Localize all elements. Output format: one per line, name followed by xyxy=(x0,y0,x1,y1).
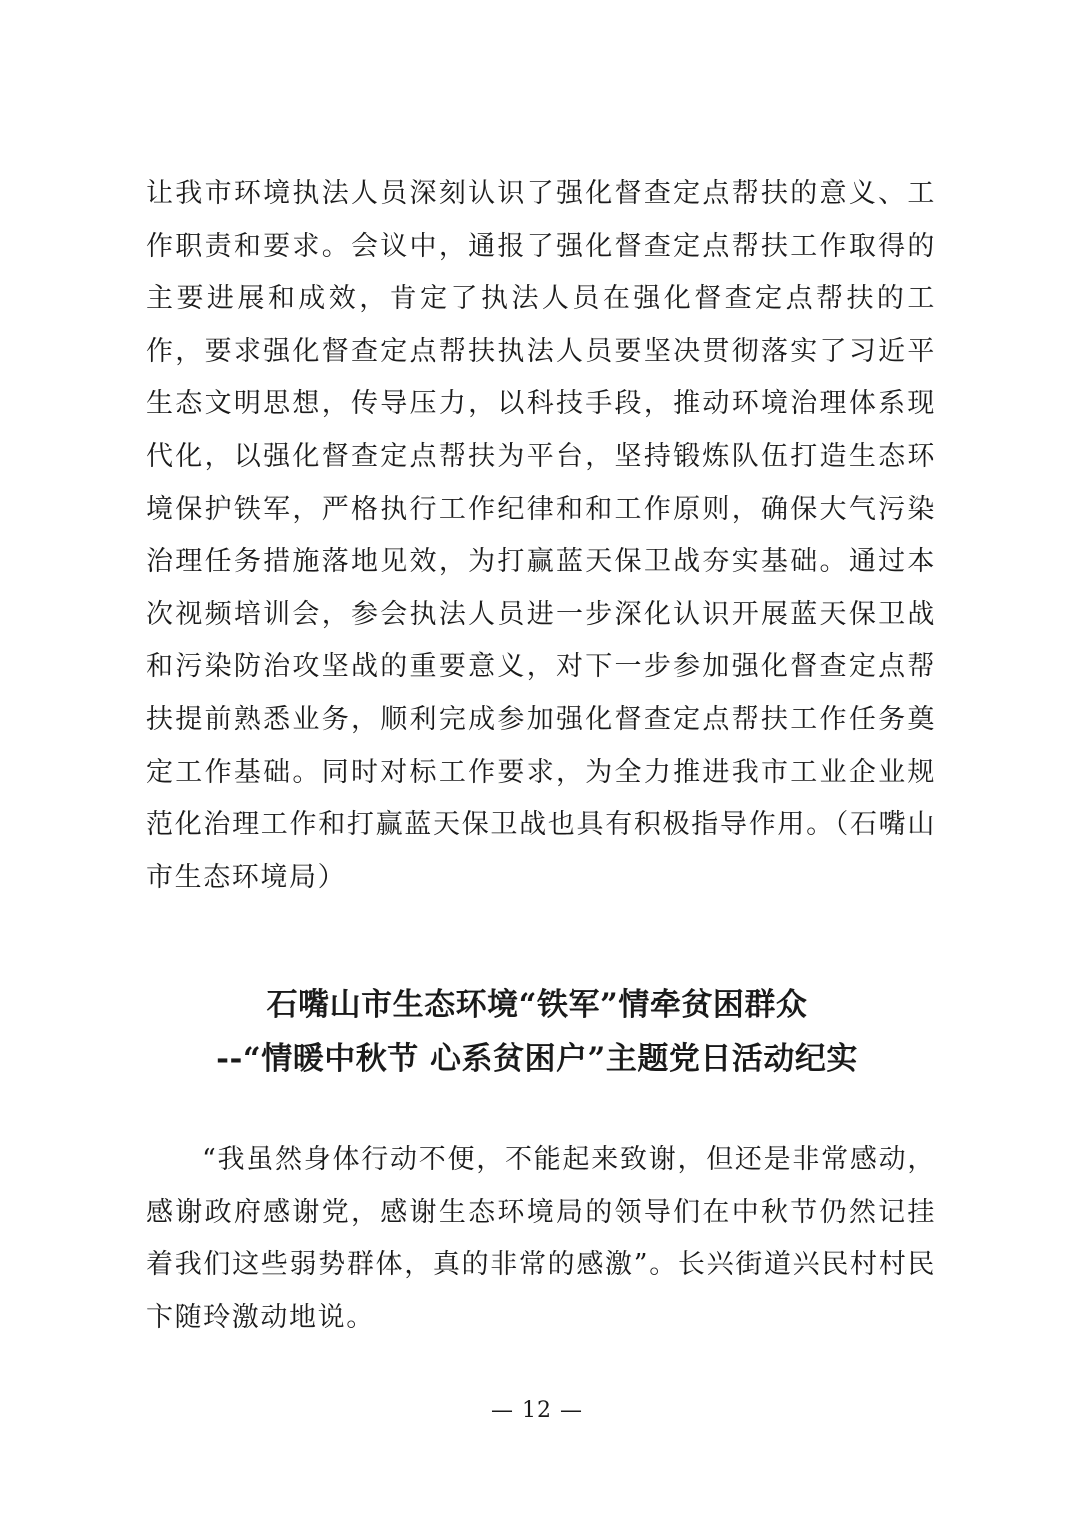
article-title xyxy=(0,978,1074,1086)
article-title-subtitle: --“情暖中秋节 心系贫困户”主题党日活动纪实 xyxy=(216,1041,858,1077)
body-paragraph-quote: “我虽然身体行动不便，不能起来致谢，但还是非常感动，感谢政府感谢党，感谢生态环境局的领导们在中秋节仍然记挂着我们这些弱势群体，真的非常的感激”。长兴街道兴民村村民卞随玲激动地说。 xyxy=(146,1144,936,1333)
body-paragraph-training-meeting: 让我市环境执法人员深刻认识了强化督查定点帮扶的意义、工作职责和要求。会议中，通报了强化督查定点帮扶工作取得的主要进展和成效，肯定了执法人员在强化督查定点帮扶的工作，要求强化督查定点帮扶执法人员要坚决贯彻落实了习近平生态文明思想，传导压力，以科技手段，推动环境治理体系现代化，以强化督查定点帮扶为平台，坚持锻炼队伍打造生态环境保护铁军，严格执行工作纪律和和工作原则，确保大气污染治理任务措施落地见效，为打赢蓝天保卫战夯实基础。通过本次视频培训会，参会执法人员进一步深化认识开展蓝天保卫战和污染防治攻坚战的重要意义，对下一步参加强化督查定点帮扶提前熟悉业务，顺利完成参加强化督查定点帮扶工作任务奠定工作基础。同时对标工作要求，为全力推进我市工业企业规范化治理工作和打赢蓝天保卫战也具有积极指导作用。（石嘴山市生态环境局） xyxy=(146,178,936,893)
article-title-main: 石嘴山市生态环境“铁军”情牵贫困群众 xyxy=(266,987,808,1023)
page-number: — 12 — xyxy=(491,1398,583,1423)
